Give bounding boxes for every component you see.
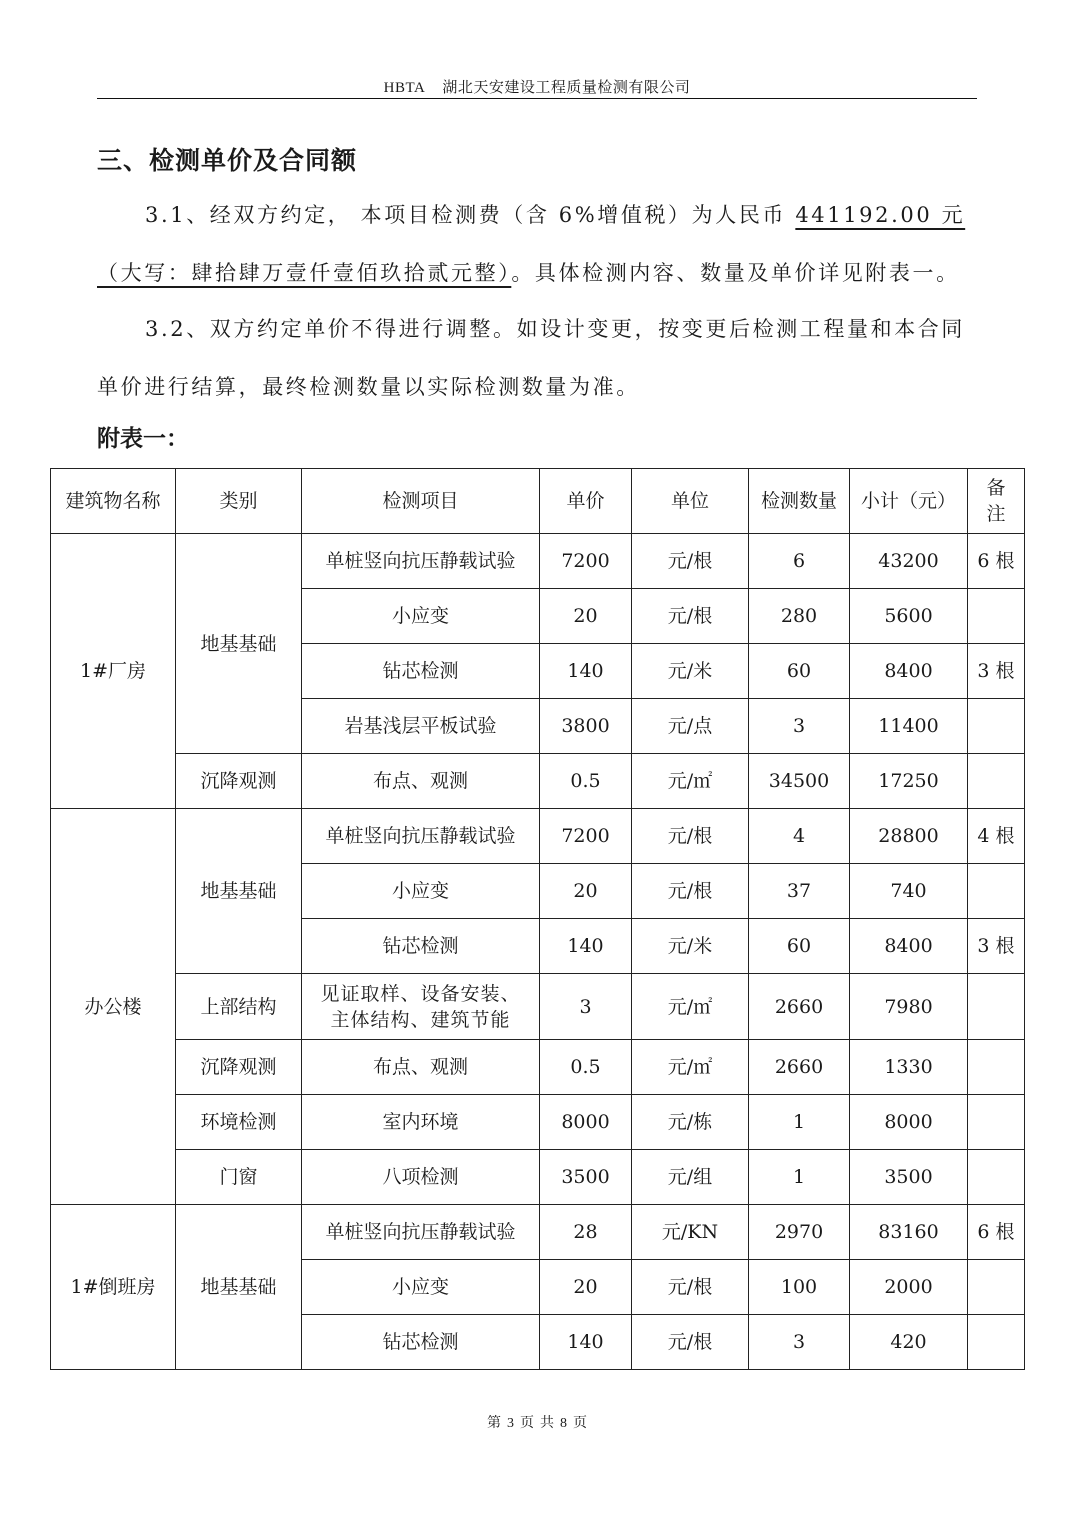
header-company: 湖北天安建设工程质量检测有限公司 <box>442 80 691 96</box>
unit-price: 7200 <box>540 534 632 589</box>
note <box>968 864 1025 919</box>
unit: 元/根 <box>632 589 749 644</box>
clause-3-1 <box>97 186 982 302</box>
unit: 元/米 <box>632 644 749 699</box>
table-row <box>51 809 1025 864</box>
item-name: 单桩竖向抗压静载试验 <box>302 809 540 864</box>
note <box>968 1150 1025 1205</box>
quantity: 3 <box>749 699 850 754</box>
clause-3-1-tail: 。具体检测内容、数量及单价详见附表一。 <box>511 261 960 285</box>
item-name: 布点、观测 <box>302 754 540 809</box>
subtotal: 5600 <box>850 589 968 644</box>
header-unit: 单位 <box>632 469 749 534</box>
unit: 元/根 <box>632 1315 749 1370</box>
unit: 元/㎡ <box>632 754 749 809</box>
table-row <box>51 1205 1025 1260</box>
category-name: 地基基础 <box>176 1205 302 1370</box>
category-name: 门窗 <box>176 1150 302 1205</box>
note <box>968 699 1025 754</box>
item-name: 钻芯检测 <box>302 1315 540 1370</box>
quantity: 60 <box>749 919 850 974</box>
note: 4 根 <box>968 809 1025 864</box>
item-name: 钻芯检测 <box>302 919 540 974</box>
total-pages: 8 <box>560 1416 567 1431</box>
table-row <box>51 1095 1025 1150</box>
unit: 元/㎡ <box>632 1040 749 1095</box>
quantity: 2660 <box>749 1040 850 1095</box>
header-code: HBTA <box>383 80 426 96</box>
subtotal: 7980 <box>850 974 968 1040</box>
subtotal: 11400 <box>850 699 968 754</box>
footer-page-label: 页 <box>520 1416 534 1431</box>
quantity: 1 <box>749 1150 850 1205</box>
note: 6 根 <box>968 534 1025 589</box>
unit: 元/根 <box>632 534 749 589</box>
table-row <box>51 754 1025 809</box>
item-name: 单桩竖向抗压静载试验 <box>302 534 540 589</box>
unit-price: 0.5 <box>540 1040 632 1095</box>
unit: 元/组 <box>632 1150 749 1205</box>
subtotal: 8400 <box>850 919 968 974</box>
clause-3-1-text: 3.1、经双方约定， 本项目检测费（含 6%增值税）为人民币 <box>145 203 796 227</box>
header-category: 类别 <box>176 469 302 534</box>
unit: 元/根 <box>632 1260 749 1315</box>
table-row <box>51 1150 1025 1205</box>
unit: 元/KN <box>632 1205 749 1260</box>
unit-price: 0.5 <box>540 754 632 809</box>
unit-price: 20 <box>540 1260 632 1315</box>
quantity: 37 <box>749 864 850 919</box>
category-name: 沉降观测 <box>176 754 302 809</box>
building-name: 1#厂房 <box>51 534 176 809</box>
clause-3-2 <box>97 300 982 416</box>
contract-amount: 441192.00 元（大写：肆拾肆万壹仟壹佰玖拾贰元整） <box>97 203 966 285</box>
subtotal: 2000 <box>850 1260 968 1315</box>
unit: 元/点 <box>632 699 749 754</box>
unit: 元/栋 <box>632 1095 749 1150</box>
footer-total-label: 共 <box>540 1416 554 1431</box>
header-price: 单价 <box>540 469 632 534</box>
category-name: 沉降观测 <box>176 1040 302 1095</box>
quantity: 1 <box>749 1095 850 1150</box>
unit-price: 28 <box>540 1205 632 1260</box>
note: 6 根 <box>968 1205 1025 1260</box>
unit-price: 140 <box>540 1315 632 1370</box>
subtotal: 83160 <box>850 1205 968 1260</box>
header-note: 备注 <box>968 469 1025 534</box>
subtotal: 43200 <box>850 534 968 589</box>
header-item: 检测项目 <box>302 469 540 534</box>
quantity: 4 <box>749 809 850 864</box>
note <box>968 1260 1025 1315</box>
quantity: 34500 <box>749 754 850 809</box>
unit: 元/根 <box>632 864 749 919</box>
item-name: 岩基浅层平板试验 <box>302 699 540 754</box>
section-title: 三、检测单价及合同额 <box>97 146 358 175</box>
current-page: 3 <box>507 1416 514 1431</box>
header-quantity: 检测数量 <box>749 469 850 534</box>
quantity: 2970 <box>749 1205 850 1260</box>
item-name: 室内环境 <box>302 1095 540 1150</box>
unit-price: 140 <box>540 644 632 699</box>
item-name: 钻芯检测 <box>302 644 540 699</box>
header-divider <box>97 98 977 99</box>
unit-price: 8000 <box>540 1095 632 1150</box>
unit-price: 3 <box>540 974 632 1040</box>
building-name: 1#倒班房 <box>51 1205 176 1370</box>
category-name: 地基基础 <box>176 534 302 754</box>
page-header <box>97 76 977 97</box>
quantity: 3 <box>749 1315 850 1370</box>
item-name: 小应变 <box>302 1260 540 1315</box>
subtotal: 17250 <box>850 754 968 809</box>
item-name: 见证取样、设备安装、主体结构、建筑节能 <box>302 974 540 1040</box>
quantity: 280 <box>749 589 850 644</box>
unit: 元/根 <box>632 809 749 864</box>
category-name: 环境检测 <box>176 1095 302 1150</box>
note <box>968 589 1025 644</box>
table-row <box>51 1040 1025 1095</box>
note <box>968 1040 1025 1095</box>
item-name: 八项检测 <box>302 1150 540 1205</box>
subtotal: 740 <box>850 864 968 919</box>
category-name: 上部结构 <box>176 974 302 1040</box>
page-footer <box>0 1412 1074 1432</box>
note <box>968 1315 1025 1370</box>
unit-price: 7200 <box>540 809 632 864</box>
footer-prefix: 第 <box>487 1416 501 1431</box>
item-name: 小应变 <box>302 589 540 644</box>
category-name: 地基基础 <box>176 809 302 974</box>
building-name: 办公楼 <box>51 809 176 1205</box>
subtotal: 420 <box>850 1315 968 1370</box>
quantity: 60 <box>749 644 850 699</box>
unit: 元/㎡ <box>632 974 749 1040</box>
unit-price: 3500 <box>540 1150 632 1205</box>
appendix-title: 附表一： <box>97 426 189 452</box>
subtotal: 8400 <box>850 644 968 699</box>
unit-price: 20 <box>540 864 632 919</box>
quantity: 100 <box>749 1260 850 1315</box>
note <box>968 1095 1025 1150</box>
quantity: 6 <box>749 534 850 589</box>
note <box>968 754 1025 809</box>
note <box>968 974 1025 1040</box>
table-header-row <box>51 469 1025 534</box>
item-name: 布点、观测 <box>302 1040 540 1095</box>
note: 3 根 <box>968 644 1025 699</box>
header-subtotal: 小计（元） <box>850 469 968 534</box>
subtotal: 3500 <box>850 1150 968 1205</box>
subtotal: 28800 <box>850 809 968 864</box>
quantity: 2660 <box>749 974 850 1040</box>
header-building: 建筑物名称 <box>51 469 176 534</box>
table-row <box>51 974 1025 1040</box>
subtotal: 8000 <box>850 1095 968 1150</box>
unit: 元/米 <box>632 919 749 974</box>
clause-3-2-text: 3.2、双方约定单价不得进行调整。如设计变更，按变更后检测工程量和本合同单价进行结算，最终检测数量以实际检测数量为准。 <box>97 317 965 399</box>
unit-price: 140 <box>540 919 632 974</box>
item-name: 小应变 <box>302 864 540 919</box>
subtotal: 1330 <box>850 1040 968 1095</box>
price-table <box>50 468 1025 1370</box>
item-name: 单桩竖向抗压静载试验 <box>302 1205 540 1260</box>
table-row <box>51 534 1025 589</box>
footer-suffix: 页 <box>573 1416 587 1431</box>
unit-price: 20 <box>540 589 632 644</box>
unit-price: 3800 <box>540 699 632 754</box>
note: 3 根 <box>968 919 1025 974</box>
